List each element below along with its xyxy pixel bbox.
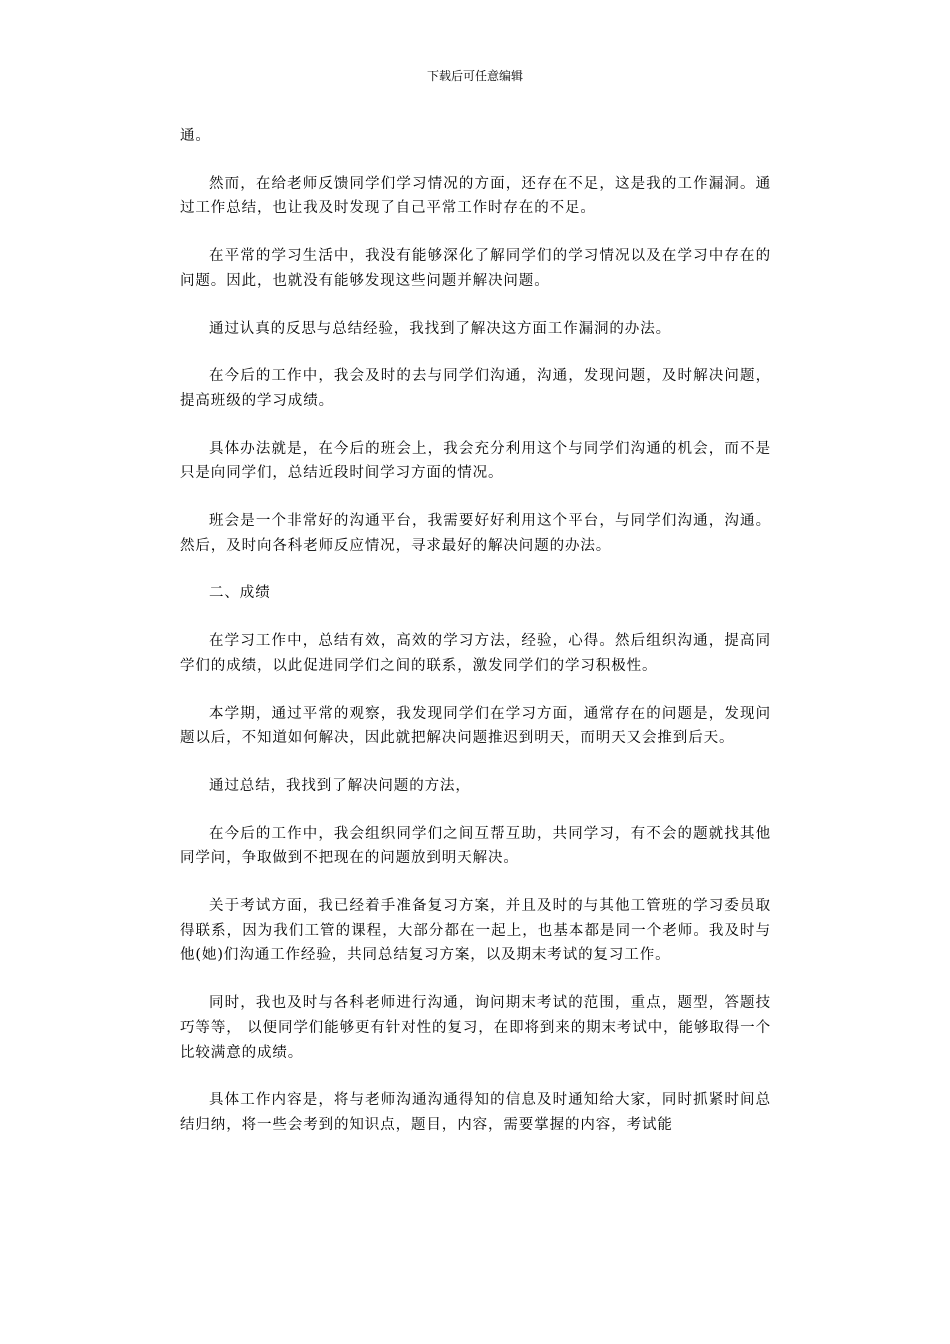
paragraph: 在今后的工作中，我会组织同学们之间互帮互助，共同学习，有不会的题就找其他同学问，争取做到不把现在的问题放到明天解决。 <box>180 825 771 867</box>
paragraph: 关于考试方面，我已经着手准备复习方案，并且及时的与其他工管班的学习委员取得联系，因为我们工管的课程，大部分都在一起上，也基本都是同一个老师。我及时与他(她)们沟通工作经验，共同总结复习方案，以及期末考试的复习工作。 <box>180 898 771 964</box>
paragraph: 具体工作内容是，将与老师沟通沟通得知的信息及时通知给大家，同时抓紧时间总结归纳，将一些会考到的知识点，题目，内容，需要掌握的内容，考试能 <box>180 1092 771 1133</box>
document-body <box>180 124 771 1161</box>
page-header: 下载后可任意编辑 <box>426 69 523 83</box>
paragraph: 在学习工作中，总结有效，高效的学习方法，经验，心得。然后组织沟通，提高同学们的成绩，以此促进同学们之间的联系，激发同学们的学习积极性。 <box>180 633 771 674</box>
paragraph: 然而，在给老师反馈同学们学习情况的方面，还存在不足，这是我的工作漏洞。通过工作总结，也让我及时发现了自己平常工作时存在的不足。 <box>180 175 771 217</box>
paragraph: 通。 <box>180 128 211 144</box>
paragraph: 通过认真的反思与总结经验，我找到了解决这方面工作漏洞的办法。 <box>209 320 671 337</box>
paragraph: 在平常的学习生活中，我没有能够深化了解同学们的学习情况以及在学习中存在的问题。因此，也就没有能够发现这些问题并解决问题。 <box>180 248 771 289</box>
paragraph: 本学期，通过平常的观察，我发现同学们在学习方面，通常存在的问题是，发现问题以后，不知道如何解决，因此就把解决问题推迟到明天，而明天又会推到后天。 <box>180 705 771 747</box>
paragraph: 班会是一个非常好的沟通平台，我需要好好利用这个平台，与同学们沟通，沟通。然后，及时向各科老师反应情况，寻求最好的解决问题的办法。 <box>180 513 771 554</box>
paragraph: 具体办法就是，在今后的班会上，我会充分利用这个与同学们沟通的机会，而不是只是向同学们，总结近段时间学习方面的情况。 <box>180 440 771 482</box>
paragraph: 在今后的工作中，我会及时的去与同学们沟通，沟通，发现问题，及时解决问题，提高班级的学习成绩。 <box>180 368 771 409</box>
paragraph: 同时，我也及时与各科老师进行沟通，询问期末考试的范围，重点，题型，答题技巧等等， 以便同学们能够更有针对性的复习，在即将到来的期末考试中，能够取得一个比较满意的成绩。 <box>180 995 771 1061</box>
paragraph: 通过总结，我找到了解决问题的方法， <box>209 777 471 794</box>
section-heading: 二、成绩 <box>209 585 271 602</box>
